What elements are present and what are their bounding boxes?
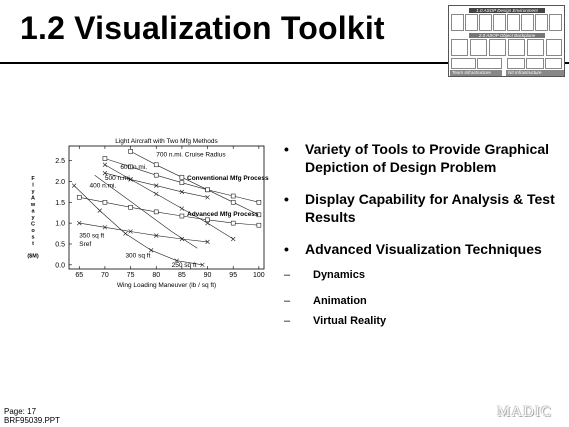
y-axis-label-char: a: [31, 208, 35, 215]
architecture-diagram: [448, 5, 565, 77]
bullet-text: Display Capability for Analysis & Test Results: [305, 191, 555, 225]
x-tick-label: 95: [229, 272, 238, 279]
sub-bullet-text: Virtual Reality: [313, 315, 387, 327]
diagram-cell: [535, 14, 548, 31]
y-axis-label-char: w: [30, 202, 36, 208]
data-point-x: [98, 209, 102, 213]
x-tick-label: 70: [101, 272, 109, 279]
diagram-cell: [507, 58, 525, 69]
chart-annotation: 350 sq ft: [79, 232, 105, 240]
bullet-item: [284, 240, 564, 258]
y-tick-label: 2.5: [55, 158, 65, 166]
bullet-item: [284, 140, 564, 176]
diagram-cell: [527, 39, 544, 56]
diagram-cell: [451, 39, 468, 56]
chart-annotation: 600 n.mi.: [120, 163, 148, 171]
data-point-square: [231, 194, 235, 198]
plot-frame: [69, 146, 264, 269]
sub-bullet-item: [284, 314, 564, 328]
series-line: [131, 151, 259, 214]
footer: [4, 408, 60, 425]
data-point-x: [231, 237, 235, 241]
diagram-cell: [477, 58, 502, 69]
y-axis-label-char: A: [31, 195, 35, 202]
data-point-square: [77, 195, 81, 199]
y-axis-label-char: F: [31, 176, 35, 182]
data-point-square: [231, 221, 235, 225]
madic-logo: MADIC: [497, 404, 553, 420]
bullet-list: [284, 140, 564, 340]
x-tick-label: 85: [177, 272, 186, 279]
diagram-cell: [545, 58, 562, 69]
diagram-bottom-right-label: NII Infrastructure: [506, 70, 564, 76]
bullet-dot-icon: •: [284, 191, 289, 207]
y-axis-label-char: y: [31, 189, 35, 195]
y-tick-label: 0.5: [55, 241, 65, 249]
dash-icon: –: [284, 269, 291, 281]
bullet-dot-icon: •: [284, 141, 289, 157]
data-point-square: [231, 200, 235, 204]
chart-annotation: 500 n.mi.: [104, 175, 132, 183]
data-point-square: [206, 218, 210, 222]
bullet-text: Advanced Visualization Techniques: [305, 241, 542, 257]
data-point-x: [180, 207, 184, 211]
y-tick-label: 2.0: [55, 178, 65, 186]
file-name: BRF95039.PPT: [4, 415, 61, 425]
x-tick-label: 100: [253, 272, 265, 279]
chart-title: Light Aircraft with Two Mfg Methods: [115, 138, 218, 145]
data-point-x: [180, 190, 184, 194]
y-tick-label: 0.0: [55, 262, 65, 270]
page-title: 1.2 Visualization Toolkit: [20, 10, 385, 46]
bullet-item: [284, 190, 564, 226]
x-tick-label: 80: [152, 272, 161, 279]
sub-bullet-item: [284, 268, 564, 282]
y-axis-label-char: t: [32, 241, 34, 247]
data-point-square: [180, 175, 184, 179]
sub-bullet-text: Dynamics: [313, 269, 365, 281]
data-point-square: [154, 173, 158, 177]
y-axis-label-char: C: [31, 221, 35, 228]
sub-bullet-text: Animation: [313, 295, 367, 307]
diagram-cell: [546, 39, 562, 56]
data-point-square: [154, 163, 158, 167]
diagram-cell: [507, 14, 520, 31]
data-point-square: [206, 188, 210, 192]
y-axis-label-char: l: [32, 182, 34, 189]
diagram-bottom-cells: [451, 58, 562, 69]
x-tick-label: 75: [126, 272, 135, 279]
diagram-middle-cells: [451, 39, 562, 56]
x-tick-label: 90: [203, 272, 212, 279]
dash-icon: –: [284, 315, 291, 327]
bullet-dot-icon: •: [284, 241, 289, 257]
diagram-cell: [451, 14, 464, 31]
data-point-square: [129, 205, 133, 209]
diagram-cell: [521, 14, 534, 31]
chart-annotation: Sref: [79, 241, 92, 249]
data-point-x: [123, 232, 127, 236]
diagram-cell: [489, 39, 506, 56]
sub-bullet-item: [284, 294, 564, 308]
y-axis-label-char: o: [31, 228, 35, 234]
diagram-cell: [465, 14, 478, 31]
data-point-x: [72, 184, 76, 188]
data-point-square: [180, 181, 184, 185]
data-point-square: [129, 149, 133, 153]
data-point-square: [154, 210, 158, 214]
diagram-cell: [493, 14, 506, 31]
bullet-text: Variety of Tools to Provide Graphical Depiction of Design Problem: [305, 141, 550, 175]
chart-annotation: 400 n.mi.: [89, 182, 117, 190]
x-axis-label: Wing Loading Maneuver (lb / sq ft): [116, 282, 217, 289]
diagram-bottom-left-label: Team Infrastructure: [450, 70, 502, 76]
diagram-middle-label: 2.0 ASOP Object Backplane: [469, 33, 545, 38]
diagram-cell: [526, 58, 544, 69]
data-point-x: [149, 248, 153, 252]
data-point-x: [154, 192, 158, 196]
data-point-x: [154, 184, 158, 188]
y-axis-label-char: y: [31, 215, 35, 221]
y-axis-unit: ($M): [27, 253, 39, 260]
data-point-x: [103, 163, 107, 167]
chart-annotation: Conventional Mfg Process: [187, 175, 269, 183]
x-tick-label: 65: [75, 272, 84, 279]
diagram-top-label: 1.0 ASOP Design Environment: [469, 8, 545, 13]
y-tick-label: 1.5: [55, 199, 65, 207]
chart-annotation: 700 n.mi. Cruise Radius: [156, 151, 226, 159]
data-point-square: [257, 223, 261, 227]
data-point-square: [103, 200, 107, 204]
data-point-square: [103, 157, 107, 161]
diagram-cell: [479, 14, 492, 31]
diagram-cell: [508, 39, 525, 56]
diagram-top-cells: [451, 14, 562, 31]
diagram-cell: [451, 58, 476, 69]
data-point-square: [180, 214, 184, 218]
chart-annotation: 300 sq ft: [125, 252, 151, 260]
chart-annotation: Advanced Mfg Process: [187, 211, 259, 219]
chart-annotation: 250 sq ft: [171, 261, 197, 269]
dash-icon: –: [284, 295, 291, 307]
y-axis-label-char: s: [31, 234, 35, 241]
data-point-square: [257, 200, 261, 204]
cost-chart: [18, 134, 278, 294]
diagram-cell: [549, 14, 562, 31]
y-tick-label: 1.0: [55, 220, 65, 228]
diagram-cell: [470, 39, 487, 56]
page-number: Page: 17: [4, 407, 37, 416]
